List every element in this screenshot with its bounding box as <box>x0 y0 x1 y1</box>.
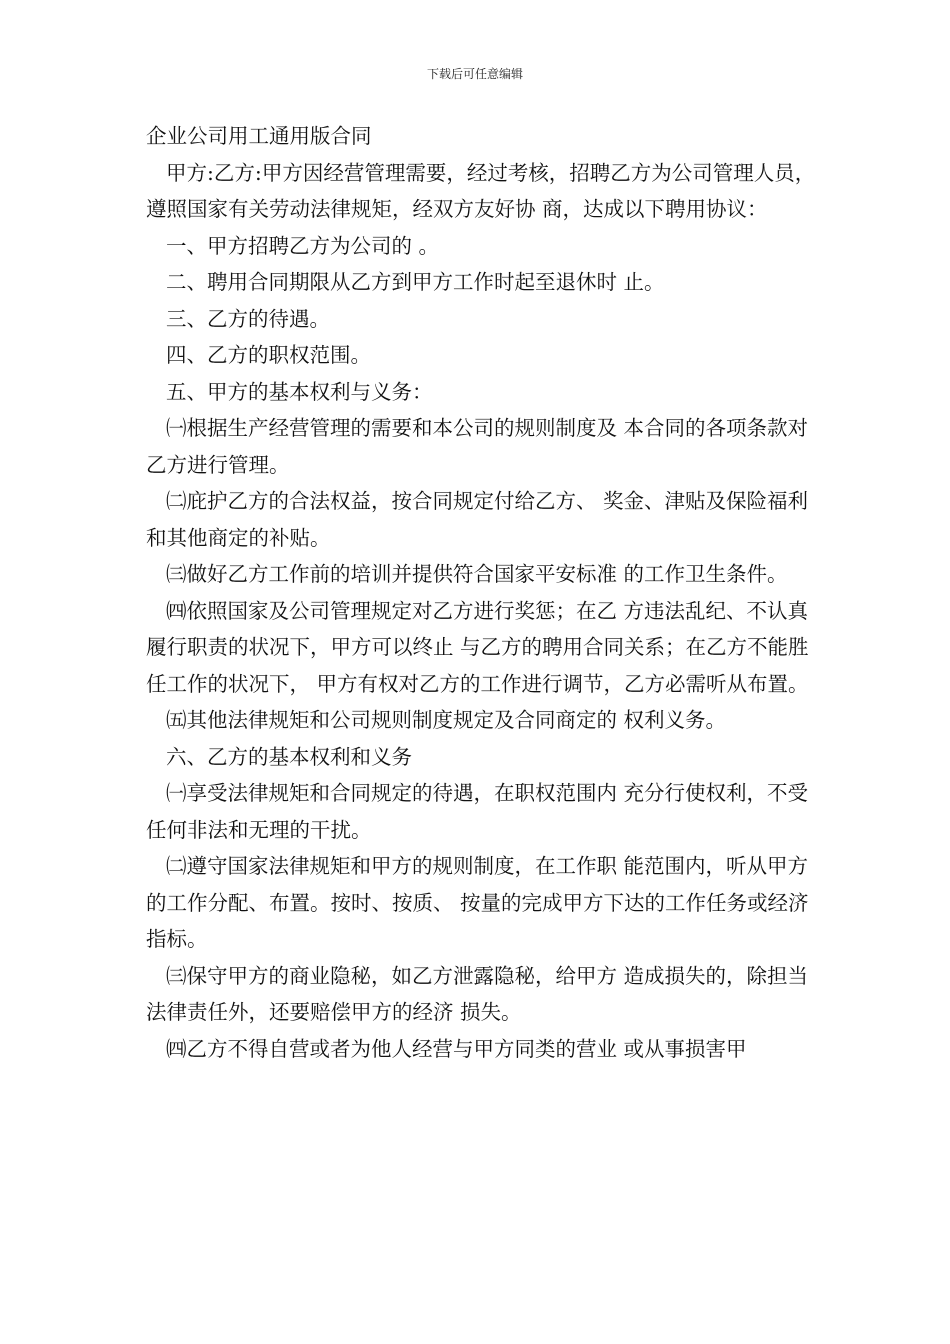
paragraph-2: 二、聘用合同期限从乙方到甲方工作时起至退休时 止。 <box>166 270 665 294</box>
header-note: 下载后可任意编辑 <box>426 67 523 81</box>
paragraph-6-1: ㈠享受法律规矩和合同规定的待遇，在职权范围内 充分行使权利，不受任何非法和无理的干扰。 <box>146 781 809 842</box>
paragraph-intro: 甲方:乙方:甲方因经营管理需要，经过考核，招聘乙方为公司管理人员，遵照国家有关劳动法律规矩，经双方友好协 商，达成以下聘用协议： <box>146 160 816 221</box>
paragraph-5: 五、甲方的基本权利与义务： <box>166 379 433 404</box>
paragraph-5-3: ㈢做好乙方工作前的培训并提供符合国家平安标准 的工作卫生条件。 <box>166 562 788 586</box>
document-body <box>146 118 826 1067</box>
paragraph-6-2: ㈡遵守国家法律规矩和甲方的规则制度，在工作职 能范围内，听从甲方的工作分配、布置。按时、按质、 按量的完成甲方下达的工作任务或经济指标。 <box>146 854 809 951</box>
paragraph-6-3: ㈢保守甲方的商业隐秘，如乙方泄露隐秘，给甲方 造成损失的，除担当法律责任外，还要赔偿甲方的经济 损失。 <box>146 963 809 1024</box>
paragraph-5-2: ㈡庇护乙方的合法权益，按合同规定付给乙方、 奖金、津贴及保险福利和其他商定的补贴。 <box>146 489 809 550</box>
paragraph-5-1: ㈠根据生产经营管理的需要和本公司的规则制度及 本合同的各项条款对乙方进行管理。 <box>146 416 809 477</box>
document-title: 企业公司用工通用版合同 <box>146 124 372 148</box>
paragraph-4: 四、乙方的职权范围。 <box>166 343 371 367</box>
paragraph-5-4: ㈣依照国家及公司管理规定对乙方进行奖惩；在乙 方违法乱纪、不认真履行职责的状况下，甲方可以终止 与乙方的聘用合同关系；在乙方不能胜任工作的状况下， 甲方有权对乙方的工作进行调节，乙方必需听从布置。 <box>146 598 809 696</box>
paragraph-3: 三、乙方的待遇。 <box>166 306 330 331</box>
paragraph-5-5: ㈤其他法律规矩和公司规则制度规定及合同商定的 权利义务。 <box>166 708 727 732</box>
paragraph-6: 六、乙方的基本权利和义务 <box>166 744 412 769</box>
paragraph-6-4: ㈣乙方不得自营或者为他人经营与甲方同类的营业 或从事损害甲 <box>166 1036 747 1061</box>
paragraph-1: 一、甲方招聘乙方为公司的 。 <box>166 233 440 258</box>
